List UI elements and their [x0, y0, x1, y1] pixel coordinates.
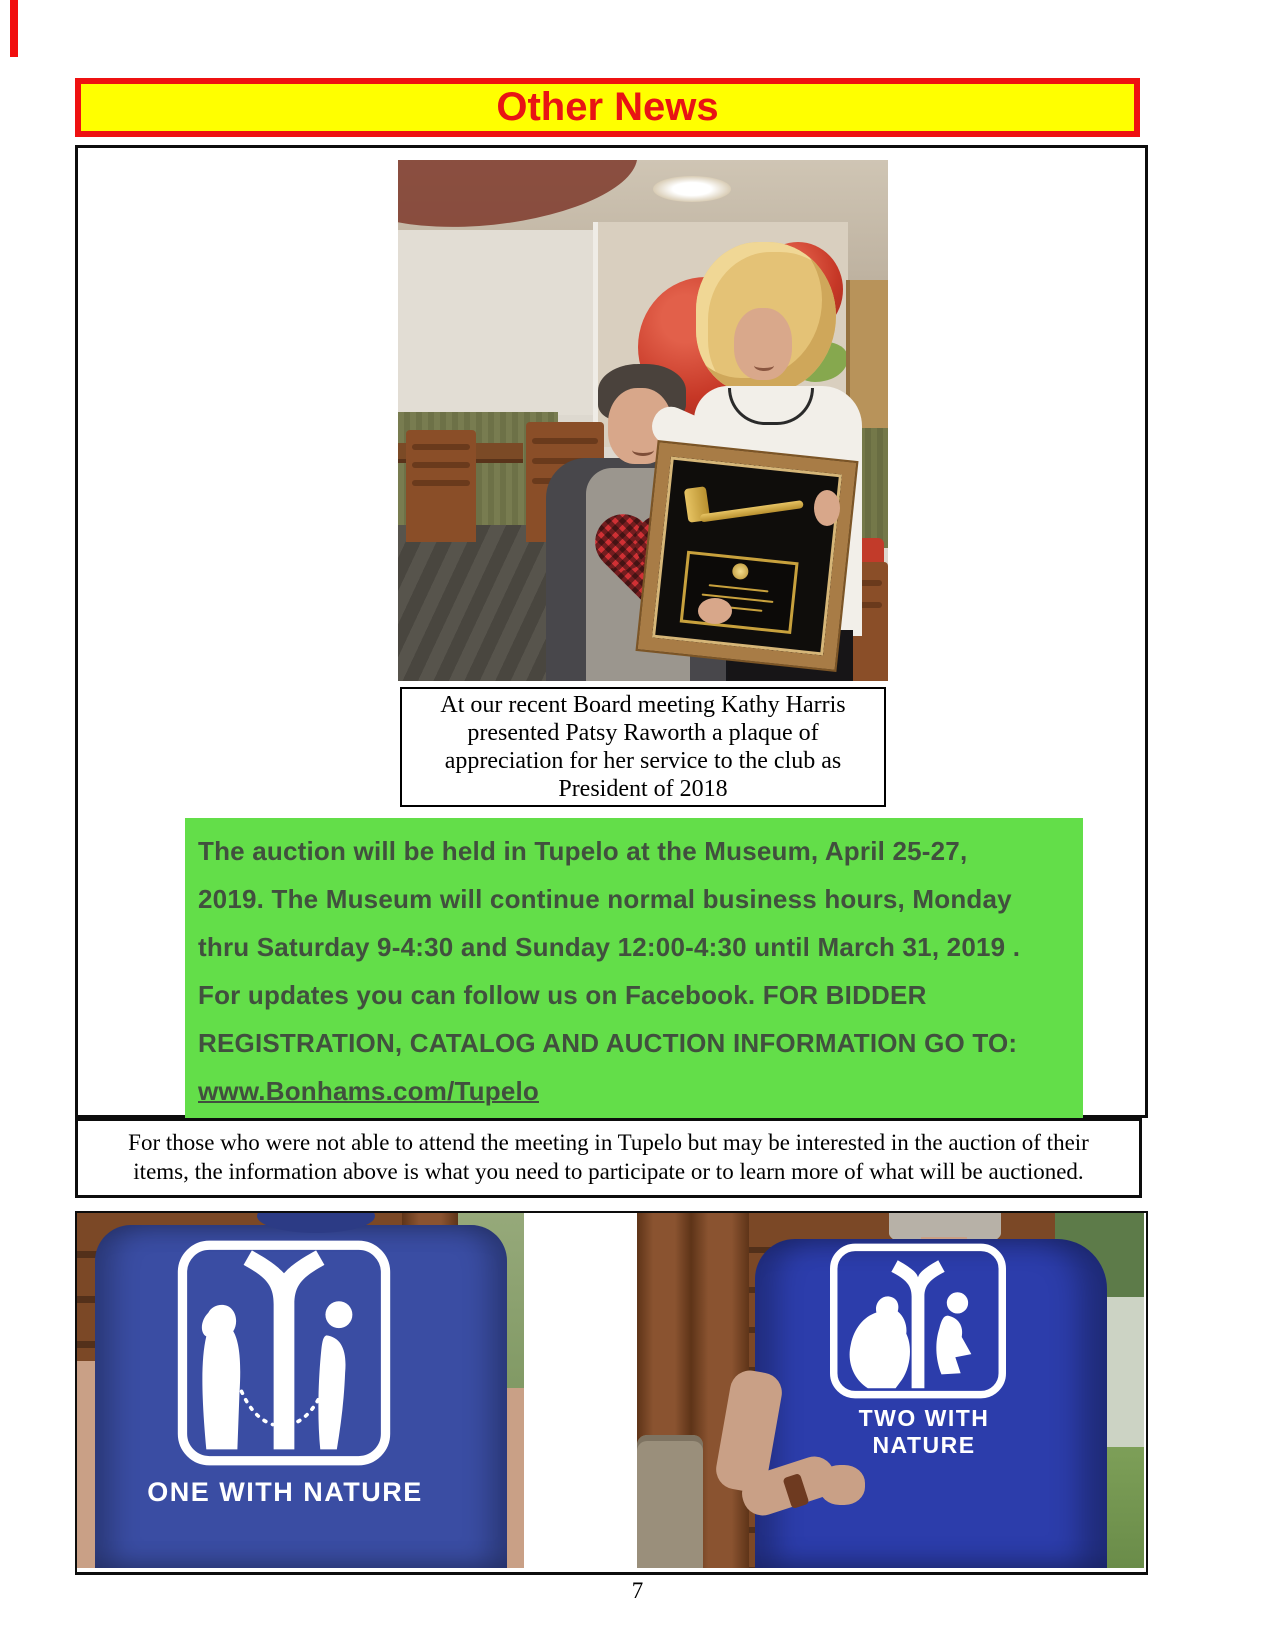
attendance-note-box: [75, 1118, 1142, 1198]
hand-on-hip: [819, 1465, 865, 1505]
tshirt-back-photo: [637, 1213, 1144, 1568]
caption-line: President of 2018: [558, 776, 728, 802]
other-news-banner: [75, 78, 1140, 137]
auction-line: REGISTRATION, CATALOG AND AUCTION INFORMATION GO TO:: [198, 1028, 1018, 1058]
person-head: [325, 1301, 352, 1328]
tree-icon: [244, 1250, 325, 1449]
two-with-nature-graphic: [827, 1241, 1009, 1401]
hand: [814, 490, 840, 526]
person-head: [947, 1292, 968, 1313]
tshirt-front-photo: [77, 1213, 524, 1568]
bear-icon: [202, 1305, 240, 1450]
one-with-nature-graphic: [175, 1238, 393, 1468]
plaque-plate: [680, 551, 799, 634]
auction-url: www.Bonhams.com/Tupelo: [198, 1076, 539, 1106]
caption-line: At our recent Board meeting Kathy Harris: [440, 692, 846, 718]
hand: [698, 598, 732, 624]
board-meeting-photo: [398, 160, 888, 681]
person-squatting-icon: [936, 1316, 971, 1375]
caption-line: presented Patsy Raworth a plaque of: [467, 720, 819, 746]
right-woman-smile: [754, 360, 774, 371]
pee-stream-right: [291, 1391, 322, 1424]
pee-stream-left: [242, 1391, 273, 1424]
caption-line: appreciation for her service to the club as: [444, 748, 842, 774]
stone-pillar: [637, 1435, 703, 1568]
tshirt-front-label: ONE WITH NATURE: [147, 1477, 423, 1507]
bear-sitting-icon: [850, 1296, 910, 1388]
page-number: 7: [631, 1578, 644, 1603]
tshirt-photos-box: [75, 1211, 1148, 1575]
left-woman-smile: [632, 444, 654, 456]
page-title: Other News: [496, 85, 719, 129]
wooden-chair: [406, 430, 476, 542]
auction-line: The auction will be held in Tupelo at the Museum, April 25-27,: [198, 836, 968, 866]
tshirt-back-label: TWO WITH NATURE: [858, 1405, 990, 1458]
note-line: For those who were not able to attend the meeting in Tupelo but may be interested in the auction of their: [128, 1130, 1089, 1155]
stray-red-mark: [10, 0, 18, 57]
wall-panel-left: [398, 230, 597, 415]
note-line: items, the information above is what you need to participate or to learn more of what will be auctioned.: [133, 1159, 1084, 1184]
recessed-light: [653, 176, 731, 202]
photo-caption-box: [400, 687, 886, 807]
gavel-handle: [700, 500, 804, 522]
club-emblem: [732, 563, 750, 581]
auction-line: For updates you can follow us on Facebook. FOR BIDDER: [198, 980, 927, 1010]
auction-line: thru Saturday 9-4:30 and Sunday 12:00-4:30 until March 31, 2019 .: [198, 932, 1021, 962]
auction-line: 2019. The Museum will continue normal business hours, Monday: [198, 884, 1012, 914]
award-plaque: [638, 442, 857, 670]
auction-notice: [185, 818, 1083, 1118]
